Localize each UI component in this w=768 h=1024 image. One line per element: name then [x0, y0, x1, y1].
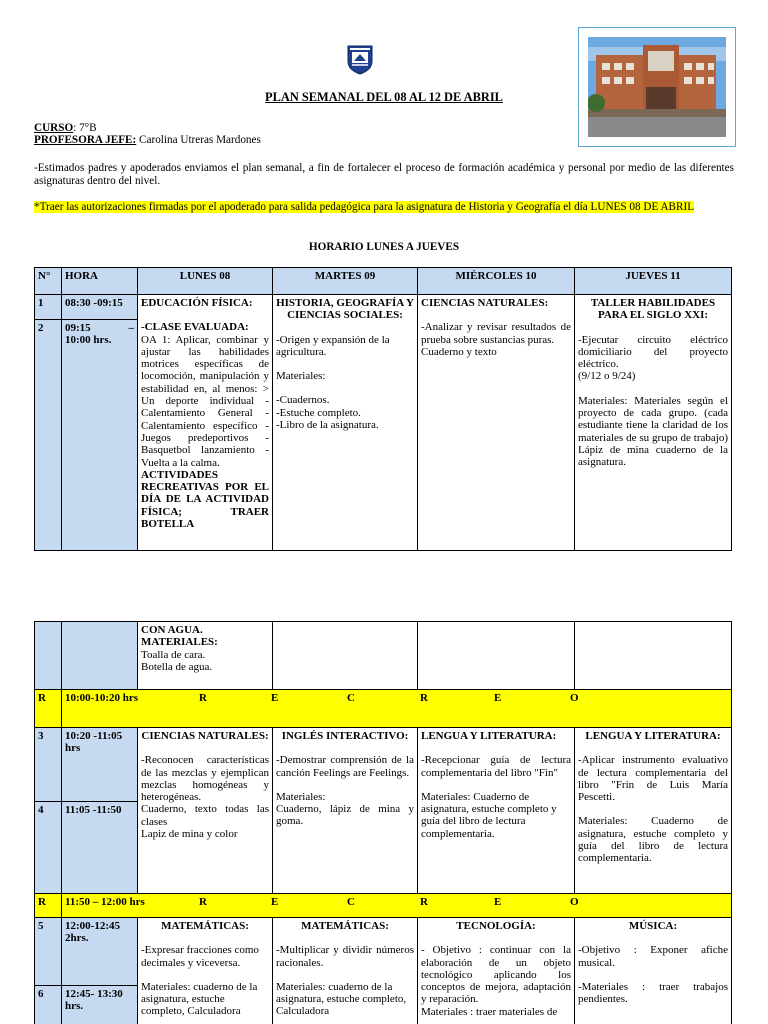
row-time: 09:15 – 10:00 hrs. — [62, 320, 138, 551]
table-row — [35, 622, 732, 690]
schedule-heading: HORARIO LUNES A JUEVES — [308, 241, 460, 253]
header-lunes: LUNES 08 — [138, 268, 273, 295]
header-jueves: JUEVES 11 — [575, 268, 732, 295]
school-photo — [578, 27, 736, 147]
table-row: 4 11:05 -11:50 — [35, 802, 732, 894]
page-title: PLAN SEMANAL DEL 08 AL 12 DE ABRIL — [265, 90, 503, 104]
header-hora: HORA — [62, 268, 138, 295]
row-number: 2 — [35, 320, 62, 551]
jueves-cell: MÚSICA: -Objetivo : Exponer afiche musical. -Materiales : traer trabajos pendientes. — [575, 918, 732, 1024]
table-header-row — [35, 268, 732, 295]
recess-row: R 10:00-10:20 hrs R E C R E O — [35, 690, 732, 728]
miercoles-cell: CIENCIAS NATURALES: -Analizar y revisar resultados de prueba sobre sustancias puras. Cuaderno y texto — [418, 295, 575, 551]
table-row: 3 10:20 -11:05 hrs CIENCIAS NATURALES: -Reconocen características de las mezclas y ejemplican mezclas homogéneas y heterogéneas. Cuaderno, texto todas las clases Lapiz de mina y color INGLÉS INTERACTIVO: -Demostrar comprensión de la canción Feelings are Feelings. Materiales: Cuaderno, lápiz de mina y goma. LENGUA Y LITERATURA: -Recepcionar guía de lectura complementaria del libro "Fin" Materiales: Cuaderno de asignatura, estuche completo y guía del libro de lectura complementaria. LENGUA Y LITERATURA: -Aplicar instrumento evaluativo de lectura complementaria del libro "Frin de Luis María Pescetti. Materiales: Cuaderno de asignatura, estuche completo y guía del libro de lectura complementaria. — [35, 728, 732, 802]
teacher-line: PROFESORA JEFE: Carolina Utreras Mardones — [34, 134, 261, 146]
table-row — [35, 295, 732, 320]
jueves-cell: LENGUA Y LITERATURA: -Aplicar instrumento evaluativo de lectura complementaria del libro "Frin de Luis María Pescetti. Materiales: Cuaderno de asignatura, estuche completo y guía del libro de lectura complementaria. — [575, 728, 732, 894]
lunes-cell: EDUCACIÓN FÍSICA: -CLASE EVALUADA: OA 1: Aplicar, combinar y ajustar las habilidades motrices específicas de locomoción, manipulación y estabilidad en, al menos: > Un deporte individual - Calentamiento General - Calentamiento específico - Juegos predeportivos - Basquetbol lanzamiento - Vuelta a la calma. ACTIVIDADES RECREATIVAS POR EL DÍA DE LA ACTIVIDAD FÍSICA; TRAER BOTELLA — [138, 295, 273, 551]
table-row: 5 12:00-12:45 2hrs. MATEMÁTICAS: -Expresar fracciones como decimales y viceversa. Materiales: cuaderno de la asignatura, estuche completo, Calculadora MATEMÁTICAS: -Multiplicar y dividir números racionales. Materiales: cuaderno de la asignatura, estuche completo, Calculadora TECNOLOGÍA: - Objetivo : continuar con la elaboración de un objeto tecnológico aplicando los conceptos de mejora, adaptación y reparación. Materiales : traer materiales de MÚSICA: -Objetivo : Exponer afiche musical. -Materiales : traer trabajos pendientes. — [35, 918, 732, 986]
header-n: N° — [35, 268, 62, 295]
lunes-continued-cell: CON AGUA. MATERIALES: Toalla de cara. Botella de agua. — [138, 622, 273, 690]
martes-cell: HISTORIA, GEOGRAFÍA Y CIENCIAS SOCIALES: -Origen y expansión de la agricultura. Materiales: -Cuadernos. -Estuche completo. -Libro de la asignatura. — [273, 295, 418, 551]
course-line: CURSO: 7°B — [34, 122, 97, 134]
schedule-table-2 — [34, 621, 732, 1024]
recess-row: R 11:50 – 12:00 hrs R E C R E O — [35, 894, 732, 918]
row-number: 1 — [35, 295, 62, 320]
header-miercoles: MIÉRCOLES 10 — [418, 268, 575, 295]
lunes-cell: MATEMÁTICAS: -Expresar fracciones como decimales y viceversa. Materiales: cuaderno de la asignatura, estuche completo, Calculadora — [138, 918, 273, 1024]
jueves-cell: TALLER HABILIDADES PARA EL SIGLO XXI: -Ejecutar circuito eléctrico domiciliario del proyecto eléctrico. (9/12 o 9/24) Materiales: Materiales según el proyecto de cada grupo. (cada estudiante tiene la claridad de los materiales de su grupo de trabajo) Lápiz de mina cuaderno de la asignatura. — [575, 295, 732, 551]
school-logo — [343, 43, 377, 75]
header-martes: MARTES 09 — [273, 268, 418, 295]
miercoles-cell: LENGUA Y LITERATURA: -Recepcionar guía de lectura complementaria del libro "Fin" Materiales: Cuaderno de asignatura, estuche completo y guía del libro de lectura complementaria. — [418, 728, 575, 894]
lunes-cell: CIENCIAS NATURALES: -Reconocen características de las mezclas y ejemplican mezclas homogéneas y heterogéneas. Cuaderno, texto todas las clases Lapiz de mina y color — [138, 728, 273, 894]
table-row: 6 12:45- 13:30 hrs. — [35, 986, 732, 1024]
highlight-note: *Traer las autorizaciones firmadas por el apoderado para salida pedagógica para la asignatura de Historia y Geografía el día LUNES 08 DE ABRIL — [34, 201, 695, 213]
martes-cell: INGLÉS INTERACTIVO: -Demostrar comprensión de la canción Feelings are Feelings. Materiales: Cuaderno, lápiz de mina y goma. — [273, 728, 418, 894]
miercoles-cell: TECNOLOGÍA: - Objetivo : continuar con la elaboración de un objeto tecnológico aplicando los conceptos de mejora, adaptación y reparación. Materiales : traer materiales de — [418, 918, 575, 1024]
martes-cell: MATEMÁTICAS: -Multiplicar y dividir números racionales. Materiales: cuaderno de la asignatura, estuche completo, Calculadora — [273, 918, 418, 1024]
intro-paragraph: -Estimados padres y apoderados enviamos el plan semanal, a fin de fortalecer el proceso de formación académica y personal por medio de las diferentes asignaturas dentro del nivel. — [34, 162, 734, 187]
schedule-table-1 — [34, 267, 732, 551]
row-time: 08:30 -09:15 — [62, 295, 138, 320]
